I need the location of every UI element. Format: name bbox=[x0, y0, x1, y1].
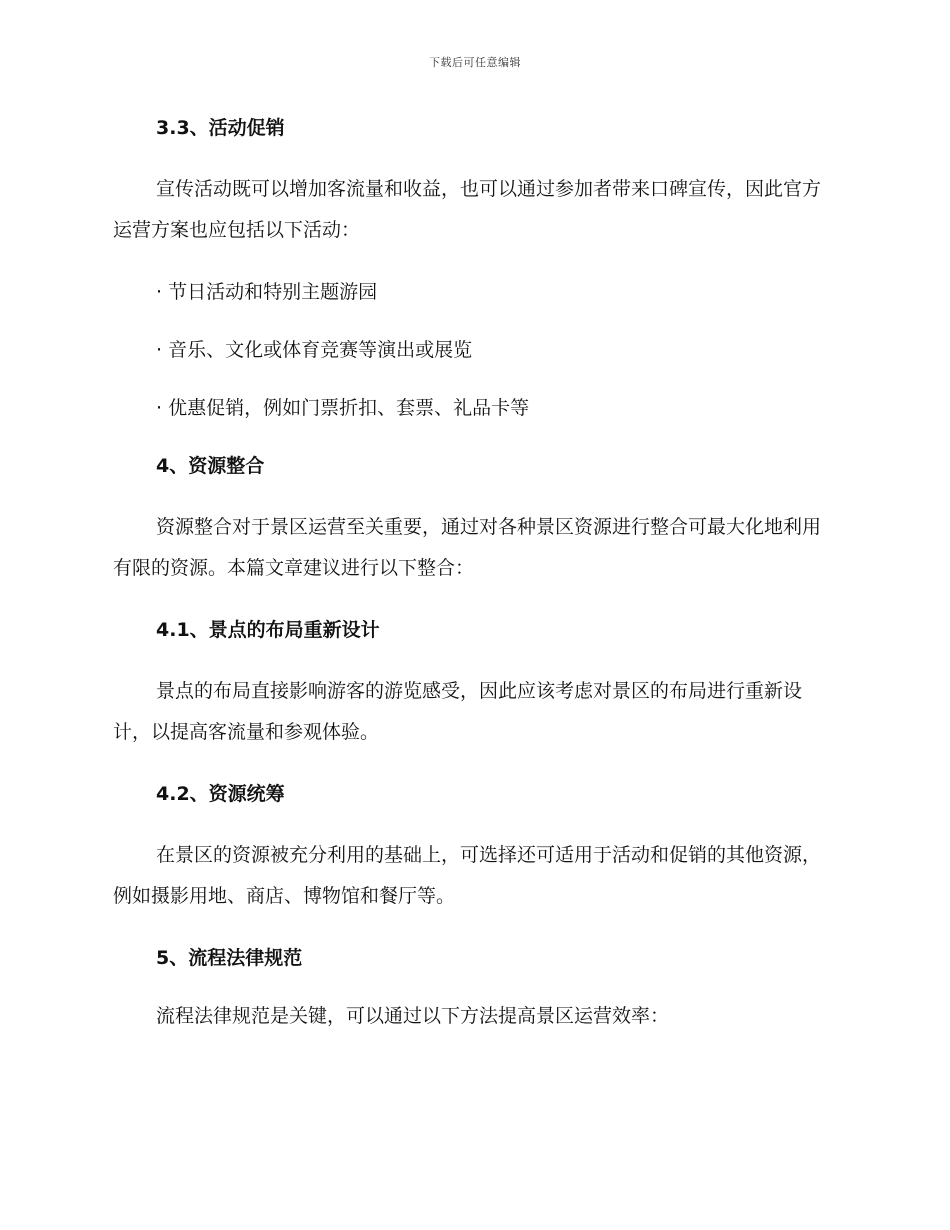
section-heading-4-2: 4.2、资源统筹 bbox=[156, 783, 285, 805]
section-heading-4: 4、资源整合 bbox=[156, 455, 265, 477]
page-header: 下载后可任意编辑 bbox=[429, 56, 521, 69]
paragraph-promotion: 宣传活动既可以增加客流量和收益，也可以通过参加者带来口碑宣传，因此官方运营方案也应包括以下活动： bbox=[113, 178, 822, 241]
paragraph-layout-redesign: 景点的布局直接影响游客的游览感受，因此应该考虑对景区的布局进行重新设计，以提高客流量和参观体验。 bbox=[113, 680, 803, 743]
section-heading-5: 5、流程法律规范 bbox=[156, 947, 303, 969]
document-body bbox=[113, 111, 833, 1057]
paragraph-resource-integration: 资源整合对于景区运营至关重要，通过对各种景区资源进行整合可最大化地利用有限的资源。本篇文章建议进行以下整合： bbox=[113, 516, 822, 579]
paragraph-process-regulation: 流程法律规范是关键，可以通过以下方法提高景区运营效率： bbox=[156, 1005, 670, 1027]
bullet-item-discount: · 优惠促销，例如门票折扣、套票、礼品卡等 bbox=[156, 397, 530, 419]
section-heading-4-1: 4.1、景点的布局重新设计 bbox=[156, 619, 380, 641]
bullet-item-festival: · 节日活动和特别主题游园 bbox=[156, 281, 378, 303]
section-heading-3-3: 3.3、活动促销 bbox=[156, 117, 285, 139]
paragraph-resource-coordination: 在景区的资源被充分利用的基础上，可选择还可适用于活动和促销的其他资源，例如摄影用地、商店、博物馆和餐厅等。 bbox=[113, 844, 822, 907]
bullet-item-performance: · 音乐、文化或体育竞赛等演出或展览 bbox=[156, 339, 473, 361]
